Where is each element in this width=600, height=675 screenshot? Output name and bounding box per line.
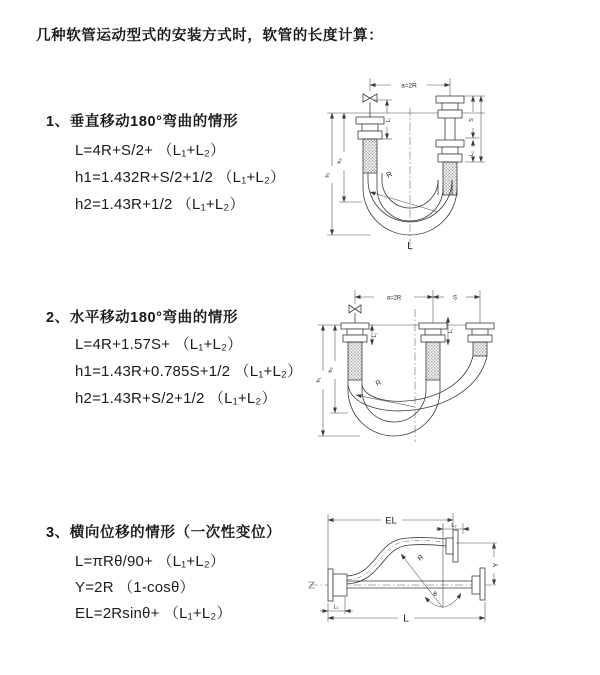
left-flange-fitting <box>356 117 384 173</box>
hose-braid <box>426 342 440 380</box>
label-l: L <box>407 241 413 252</box>
label-a2r: a=2R <box>401 82 417 90</box>
label-s: S <box>452 295 458 302</box>
label-y: Y <box>493 562 500 568</box>
label-r: R <box>384 169 394 180</box>
label-a2r: a=2R <box>386 295 402 302</box>
dim-span-a2r <box>355 290 480 323</box>
label-l: L <box>403 613 409 625</box>
label-s: S <box>469 118 475 122</box>
formula-2-h1: h1=1.43R+0.785S+1/2 （L₁+L₂） <box>75 363 303 380</box>
diagram-vertical-180-bend <box>315 68 587 262</box>
label-l2: L₂ <box>469 151 475 156</box>
label-h1: h₁ <box>325 172 331 178</box>
formula-3-Y: Y=2R （1-cosθ） <box>75 579 195 596</box>
label-r: R <box>374 379 383 388</box>
hose-braid <box>348 342 362 380</box>
formula-3-L: L=πRθ/90+ （L₁+L₂） <box>75 553 226 570</box>
hose-braid <box>363 139 377 173</box>
formula-1-L: L=4R+S/2+ （L₁+L₂） <box>75 142 226 159</box>
label-l1: L₁ <box>386 117 392 123</box>
formula-2-L: L=4R+1.57S+ （L₁+L₂） <box>75 336 243 353</box>
section-1-heading: 1、垂直移动180°弯曲的情形 <box>46 114 239 130</box>
formula-1-h2: h2=1.43R+1/2 （L₁+L₂） <box>75 196 245 213</box>
valve-icon <box>349 305 361 323</box>
label-h2: h₂ <box>328 367 334 373</box>
hose-braid <box>473 342 487 356</box>
section-2-heading: 2、水平移动180°弯曲的情形 <box>46 310 239 326</box>
right-flange <box>472 568 485 600</box>
right-flange-fittings <box>436 96 464 195</box>
label-r: R <box>416 553 426 563</box>
label-h1: h₁ <box>316 377 322 383</box>
left-flange-fitting <box>341 323 369 380</box>
hose-braid <box>443 162 457 195</box>
formula-3-EL: EL=2Rsinθ+ （L₁+L₂） <box>75 605 232 622</box>
label-l2: L₂ <box>451 523 457 529</box>
label-l1: L₁ <box>333 604 339 611</box>
left-flange <box>328 569 347 601</box>
hose-u-bends <box>348 356 487 436</box>
formula-1-h1: h1=1.432R+S/2+1/2 （L₁+L₂） <box>75 169 286 186</box>
label-h2: h₂ <box>337 158 343 164</box>
straight-pipe <box>347 581 472 588</box>
valve-icon <box>363 94 377 117</box>
dim-h2 <box>339 113 362 202</box>
diagram-lateral-displacement <box>298 505 510 630</box>
page-title: 几种软管运动型式的安装方式时，软管的长度计算： <box>36 28 384 44</box>
middle-flange-fitting <box>419 323 447 380</box>
label-el: EL <box>385 515 397 527</box>
section-3-heading: 3、横向位移的情形（一次性变位） <box>46 525 282 541</box>
right-flange-fitting <box>466 323 494 356</box>
upper-flange <box>446 530 458 562</box>
dim-l2 <box>465 140 485 162</box>
formula-2-h2: h2=1.43R+S/2+1/2 （L₁+L₂） <box>75 390 277 407</box>
hose-s-curve <box>347 538 446 584</box>
diagram-horizontal-180-bend <box>310 285 595 455</box>
label-l2: L₂ <box>448 328 454 334</box>
label-l1: L₁ <box>372 332 378 338</box>
label-theta: θ <box>433 591 437 598</box>
